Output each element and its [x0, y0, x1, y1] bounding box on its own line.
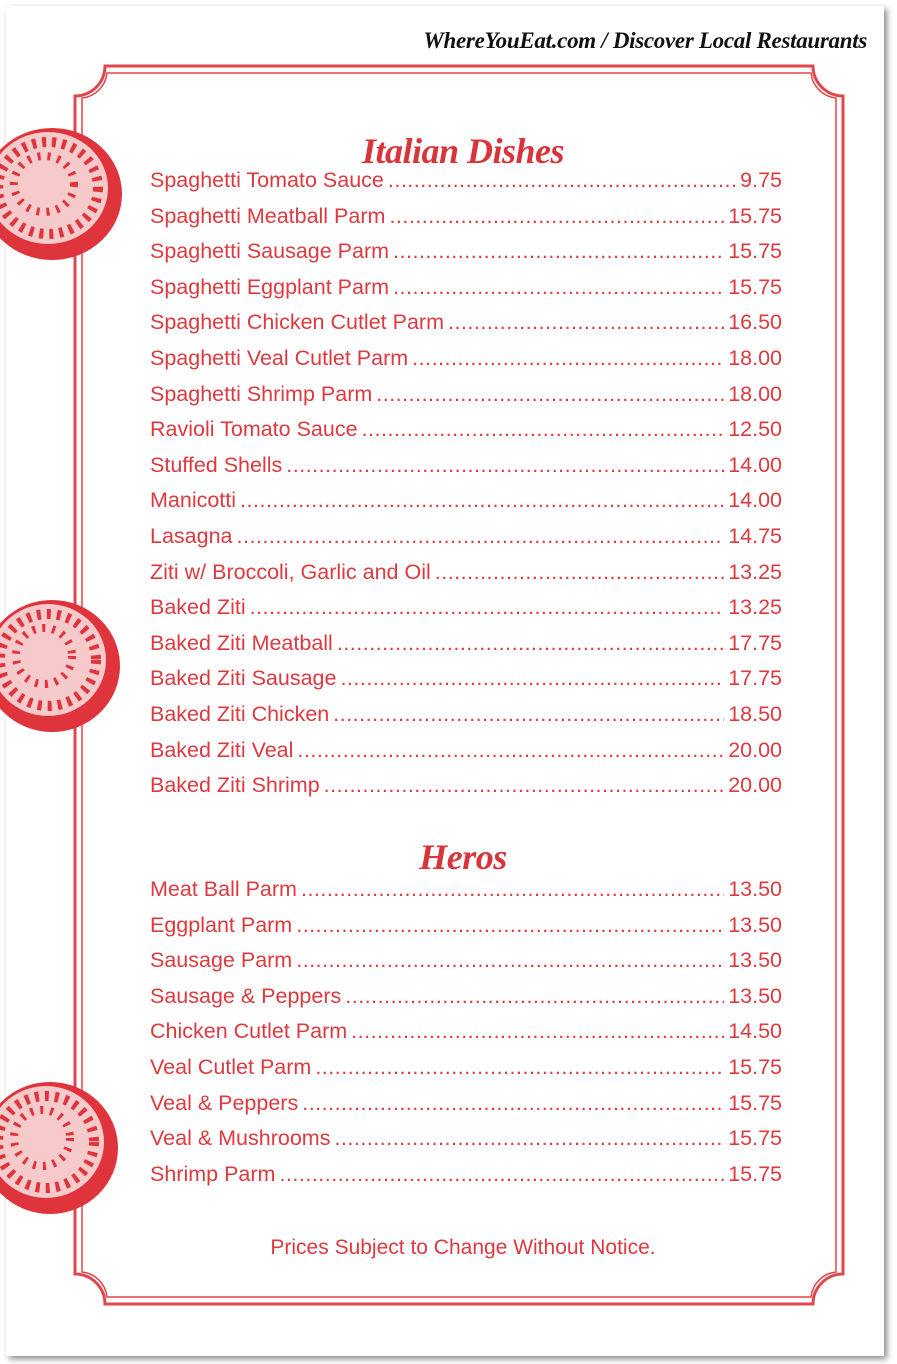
menu-item-price: 15.75	[728, 274, 782, 299]
menu-item	[150, 1162, 782, 1198]
menu-item	[150, 738, 782, 774]
menu-item-name: Baked Ziti Sausage	[150, 666, 337, 691]
menu-item-name: Baked Ziti Chicken	[150, 701, 330, 726]
menu-item-price: 18.00	[728, 381, 782, 406]
dot-leader	[337, 631, 724, 656]
section-title-heros: Heros	[419, 837, 507, 877]
menu-item	[150, 702, 782, 738]
menu-item-name: Ravioli Tomato Sauce	[150, 417, 358, 442]
menu-item-name: Sausage Parm	[150, 948, 293, 973]
menu-item-name: Sausage & Peppers	[150, 983, 342, 1008]
menu-item	[150, 453, 782, 489]
menu-item	[150, 168, 782, 204]
menu-item-name: Spaghetti Veal Cutlet Parm	[150, 345, 409, 370]
dot-leader	[237, 524, 725, 549]
dot-leader	[334, 1126, 724, 1151]
dot-leader	[302, 1091, 724, 1116]
menu-item-price: 13.25	[728, 595, 782, 620]
menu-item-price: 15.75	[728, 1054, 782, 1079]
menu-item	[150, 773, 782, 809]
menu-item-price: 18.50	[728, 701, 782, 726]
menu-item	[150, 1091, 782, 1127]
dot-leader	[296, 948, 724, 973]
menu-item-price: 13.50	[728, 948, 782, 973]
menu-item-name: Spaghetti Meatball Parm	[150, 203, 386, 228]
menu-item-name: Baked Ziti Shrimp	[150, 773, 320, 798]
menu-item-price: 17.75	[728, 630, 782, 655]
menu-item-name: Chicken Cutlet Parm	[150, 1019, 348, 1044]
menu-item-price: 15.75	[728, 1126, 782, 1151]
site-title: WhereYouEat.com / Discover Local Restaurants	[423, 28, 867, 53]
menu-item	[150, 1055, 782, 1091]
menu-item-name: Shrimp Parm	[150, 1161, 276, 1186]
menu-item	[150, 1126, 782, 1162]
dot-leader	[324, 773, 725, 798]
menu-item	[150, 275, 782, 311]
menu-item-price: 13.50	[728, 912, 782, 937]
dot-leader	[393, 275, 724, 300]
menu-item	[150, 877, 782, 913]
dot-leader	[279, 1162, 724, 1187]
dot-leader	[286, 453, 724, 478]
menu-item	[150, 346, 782, 382]
menu-item-name: Spaghetti Eggplant Parm	[150, 274, 390, 299]
dot-leader	[376, 382, 724, 407]
menu-item-price: 13.50	[728, 877, 782, 901]
dot-leader	[448, 310, 724, 335]
pizza-icon	[0, 596, 130, 742]
dot-leader	[297, 738, 724, 763]
menu-item-price: 13.25	[728, 559, 782, 584]
menu-item-name: Baked Ziti Veal	[150, 737, 294, 762]
dot-leader	[393, 239, 724, 264]
menu-item-price: 14.00	[728, 452, 782, 477]
menu-item-name: Baked Ziti Meatball	[150, 630, 333, 655]
dot-leader	[388, 168, 736, 193]
menu-item	[150, 382, 782, 418]
menu-item-name: Stuffed Shells	[150, 452, 283, 477]
menu-item-price: 20.00	[728, 773, 782, 798]
menu-item-name: Spaghetti Sausage Parm	[150, 239, 390, 264]
dot-leader	[351, 1019, 724, 1044]
dot-leader	[362, 417, 725, 442]
dot-leader	[315, 1055, 724, 1080]
menu-item	[150, 948, 782, 984]
heros-list	[150, 877, 782, 1197]
menu-item-name: Meat Ball Parm	[150, 877, 297, 901]
dot-leader	[345, 984, 724, 1009]
price-notice: Prices Subject to Change Without Notice.	[270, 1236, 656, 1259]
menu-item-price: 15.75	[728, 1161, 782, 1186]
menu-item	[150, 984, 782, 1020]
menu-item-name: Ziti w/ Broccoli, Garlic and Oil	[150, 559, 431, 584]
menu-item	[150, 239, 782, 275]
dot-leader	[333, 702, 724, 727]
italian-dishes-list	[150, 168, 782, 809]
menu-item	[150, 631, 782, 667]
menu-item	[150, 524, 782, 560]
menu-item-name: Spaghetti Shrimp Parm	[150, 381, 373, 406]
menu-item-price: 17.75	[728, 666, 782, 691]
menu-item	[150, 560, 782, 596]
dot-leader	[435, 560, 724, 585]
menu-item-price: 14.75	[728, 523, 782, 548]
menu-item-name: Eggplant Parm	[150, 912, 293, 937]
dot-leader	[240, 488, 724, 513]
menu-item-price: 13.50	[728, 983, 782, 1008]
menu-item	[150, 913, 782, 949]
menu-item-name: Veal Cutlet Parm	[150, 1054, 312, 1079]
section-title-italian-dishes: Italian Dishes	[361, 131, 565, 171]
dot-leader	[296, 913, 724, 938]
menu-item-price: 14.00	[728, 488, 782, 513]
menu-item	[150, 417, 782, 453]
menu-item	[150, 204, 782, 240]
dot-leader	[389, 204, 724, 229]
dot-leader	[301, 877, 724, 902]
menu-item-name: Veal & Peppers	[150, 1090, 299, 1115]
menu-item-name: Spaghetti Chicken Cutlet Parm	[150, 310, 444, 335]
menu-item	[150, 1019, 782, 1055]
menu-item-name: Manicotti	[150, 488, 237, 513]
menu-item-price: 14.50	[728, 1019, 782, 1044]
menu-item-name: Baked Ziti	[150, 595, 246, 620]
menu-item	[150, 595, 782, 631]
menu-item-price: 9.75	[740, 168, 782, 192]
menu-item-price: 16.50	[728, 310, 782, 335]
dot-leader	[340, 666, 724, 691]
menu-item-price: 15.75	[728, 203, 782, 228]
menu-item-name: Veal & Mushrooms	[150, 1126, 331, 1151]
menu-item-price: 20.00	[728, 737, 782, 762]
menu-item-price: 18.00	[728, 345, 782, 370]
pizza-icon	[0, 1076, 130, 1222]
menu-item-name: Spaghetti Tomato Sauce	[150, 168, 384, 192]
dot-leader	[412, 346, 724, 371]
menu-item-price: 12.50	[728, 417, 782, 442]
menu-item	[150, 488, 782, 524]
menu-item	[150, 666, 782, 702]
menu-item	[150, 310, 782, 346]
menu-item-name: Lasagna	[150, 523, 233, 548]
menu-item-price: 15.75	[728, 239, 782, 264]
menu-item-price: 15.75	[728, 1090, 782, 1115]
dot-leader	[250, 595, 725, 620]
